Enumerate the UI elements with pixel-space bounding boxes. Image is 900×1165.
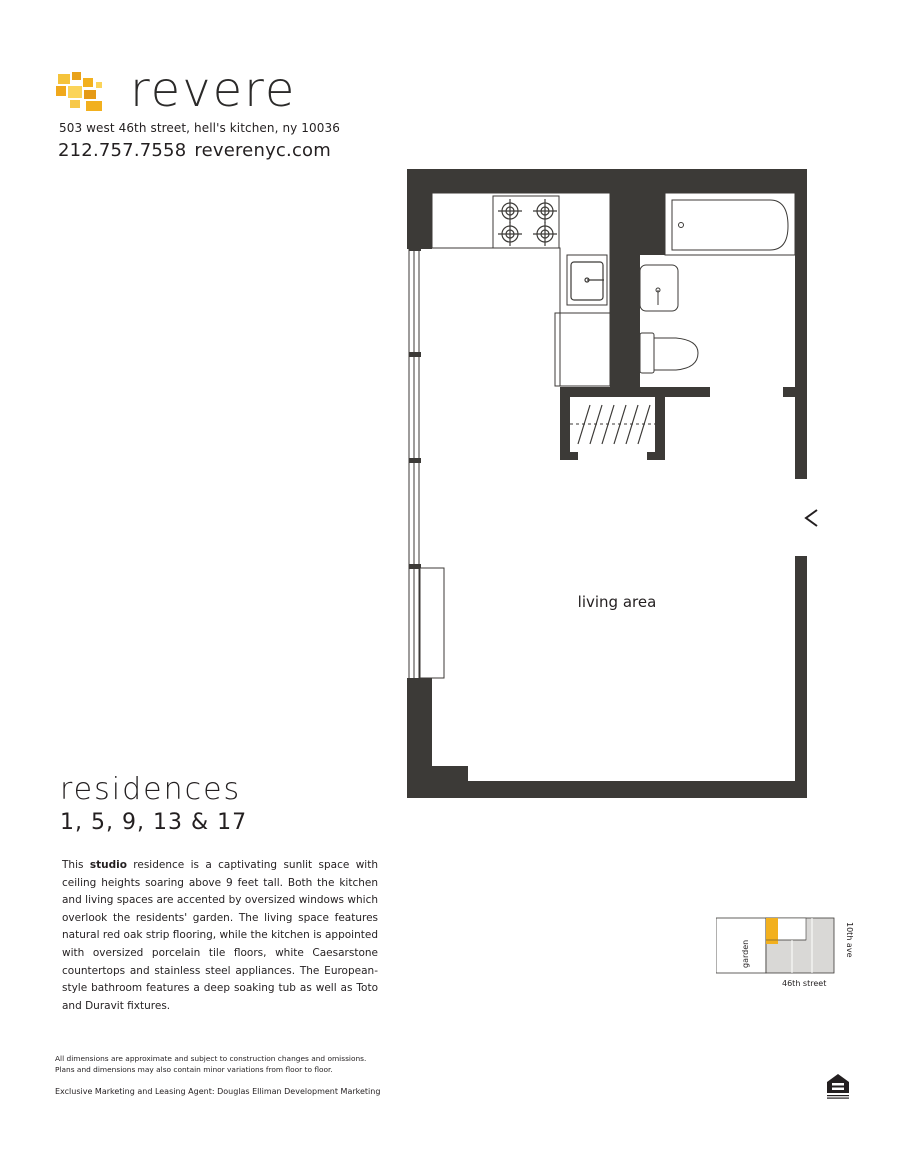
wall-bath-column bbox=[640, 169, 665, 255]
wall-right-upper bbox=[795, 169, 807, 479]
toilet-tank bbox=[640, 333, 654, 373]
equal-housing-opportunity-icon bbox=[826, 1073, 850, 1101]
wall-left-lower bbox=[407, 678, 432, 798]
wall-top bbox=[407, 169, 807, 193]
phone-number: 212.757.7558 bbox=[58, 140, 187, 161]
brand-name: revere bbox=[130, 62, 297, 118]
wall-closet-right bbox=[655, 387, 665, 460]
wall-bottom bbox=[407, 781, 807, 798]
description-body: residence is a captivating sunlit space with ceiling heights soaring above 9 feet tall. Both the kitchen and living spaces are accented by oversized windows which overlook the residents' garden. The living space features natural red oak strip flooring, while the kitchen is appointed with oversized porcelain tile floors, white Caesarstone countertops and stainless steel appliances. The European-style bathroom features a deep soaking tub as well as Toto and Duravit fixtures. bbox=[62, 859, 378, 1012]
description-type: studio bbox=[89, 859, 127, 871]
leasing-agent: Exclusive Marketing and Leasing Agent: Douglas Elliman Development Marketing bbox=[55, 1087, 381, 1096]
wall-bath-bottom bbox=[640, 387, 710, 397]
key-plan-street-label: 46th street bbox=[782, 979, 827, 988]
wall-left-upper bbox=[407, 169, 432, 249]
wall-right-lower bbox=[795, 556, 807, 798]
wall-bath-left bbox=[610, 169, 640, 397]
bathtub bbox=[672, 200, 788, 250]
wall-bath-stub bbox=[783, 387, 795, 397]
disclaimer-line-2: Plans and dimensions may also contain minor variations from floor to floor. bbox=[55, 1065, 333, 1074]
address: 503 west 46th street, hell's kitchen, ny 10036 bbox=[59, 121, 340, 135]
key-plan-avenue-label: 10th ave bbox=[845, 922, 854, 958]
disclaimer bbox=[55, 1053, 366, 1075]
residence-title: residences bbox=[60, 772, 242, 807]
disclaimer-line-1: All dimensions are approximate and subject to construction changes and omissions. bbox=[55, 1054, 367, 1063]
wall-closet-return-right bbox=[647, 452, 665, 460]
room-label-living-area: living area bbox=[577, 593, 657, 611]
radiator bbox=[420, 568, 444, 678]
key-plan-garden-label: garden bbox=[741, 939, 750, 968]
wall-bottom-notch bbox=[432, 766, 468, 781]
wall-closet-return-left bbox=[560, 452, 578, 460]
wall-closet-left bbox=[560, 387, 570, 460]
residence-units: 1, 5, 9, 13 & 17 bbox=[60, 810, 248, 835]
description-lead: This bbox=[62, 859, 90, 871]
residence-description bbox=[62, 857, 378, 1015]
refrigerator bbox=[555, 313, 610, 386]
toilet-bowl bbox=[654, 338, 698, 370]
chevron-left-icon bbox=[806, 510, 817, 526]
website-link[interactable]: reverenyc.com bbox=[194, 140, 331, 161]
